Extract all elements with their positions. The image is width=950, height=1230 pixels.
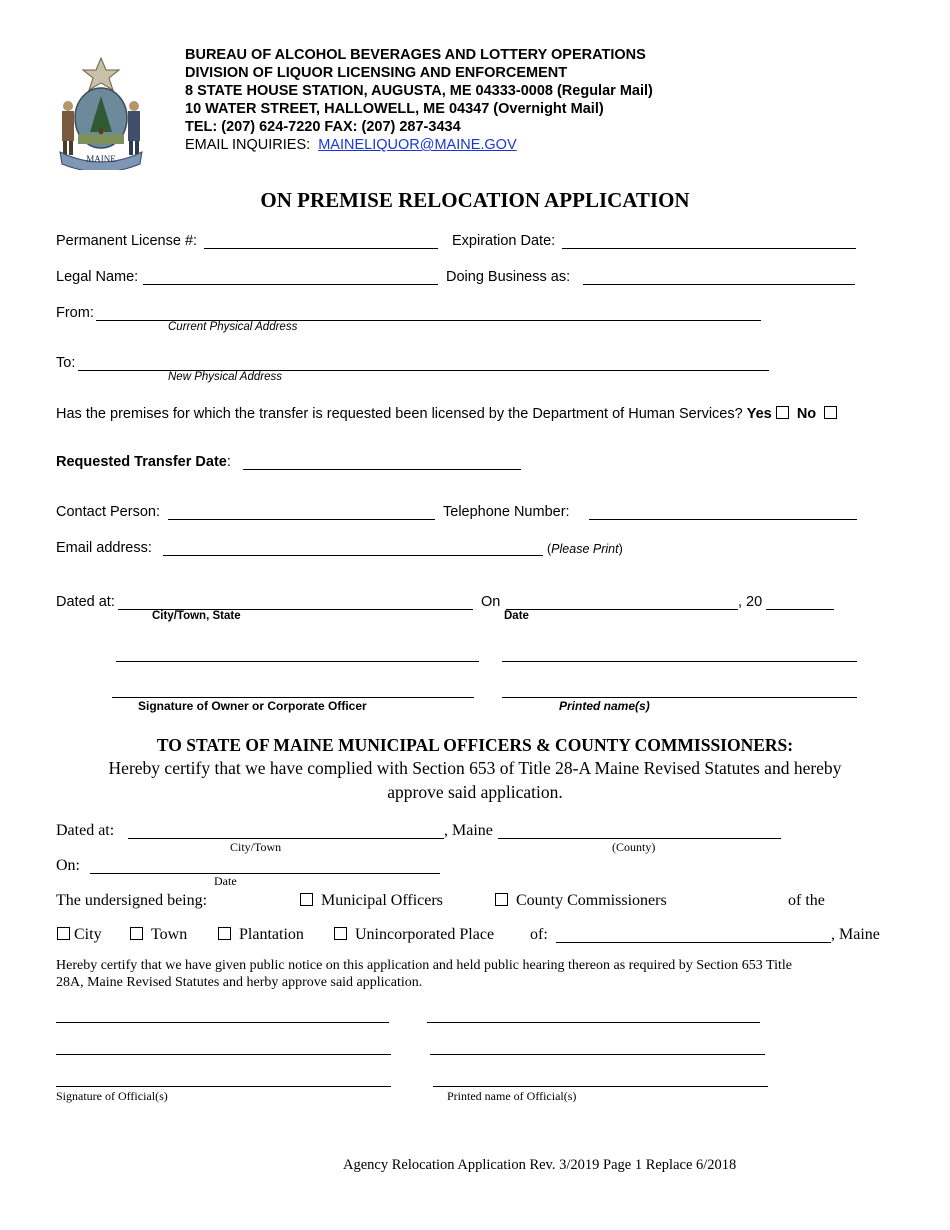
city-checkbox[interactable] (57, 927, 70, 940)
city-label: City (74, 926, 102, 943)
printed-name-line-1[interactable] (502, 661, 857, 662)
year-field[interactable] (766, 609, 834, 610)
expiration-field[interactable] (562, 248, 856, 249)
yes-label: Yes (746, 406, 772, 422)
municipal-county-field[interactable] (498, 838, 781, 839)
of-label: of: (530, 926, 548, 943)
unincorporated-checkbox[interactable] (334, 927, 347, 940)
city-town-caption: City/Town (230, 840, 282, 854)
municipal-officers-label: Municipal Officers (321, 892, 443, 909)
legal-name-label: Legal Name: (56, 269, 139, 285)
municipal-certify-line-2: approve said application. (387, 782, 563, 802)
no-label: No (796, 406, 817, 422)
municipal-on-label: On: (56, 857, 80, 874)
email-address-field[interactable] (163, 555, 543, 556)
official-signature-caption: Signature of Official(s) (56, 1089, 168, 1103)
plantation-checkbox[interactable] (218, 927, 231, 940)
municipal-officers-checkbox[interactable] (300, 893, 313, 906)
license-field[interactable] (204, 248, 438, 249)
municipal-date-caption: Date (214, 874, 237, 888)
unincorporated-label: Unincorporated Place (355, 926, 495, 943)
county-commissioners-checkbox[interactable] (495, 893, 508, 906)
page-title: ON PREMISE RELOCATION APPLICATION (260, 188, 690, 212)
city-option[interactable] (57, 926, 102, 944)
official-printed-line-2[interactable] (430, 1054, 765, 1055)
license-label: Permanent License #: (56, 233, 198, 249)
printed-name-line-2[interactable] (502, 697, 857, 698)
city-state-caption: City/Town, State (152, 610, 241, 622)
transfer-date-field[interactable] (243, 469, 521, 470)
contact-field[interactable] (168, 519, 435, 520)
town-label: Town (151, 926, 188, 943)
printed-names-caption: Printed name(s) (559, 699, 650, 713)
transfer-date-label: Requested Transfer Date (56, 454, 227, 470)
municipal-city-field[interactable] (128, 838, 444, 839)
official-printed-caption: Printed name of Official(s) (447, 1089, 577, 1103)
from-caption: Current Physical Address (168, 321, 298, 333)
county-commissioners-option[interactable] (495, 892, 667, 910)
email-address-label: Email address: (56, 540, 152, 556)
official-printed-line-3[interactable] (433, 1086, 768, 1087)
please-print: Please Print (551, 542, 619, 556)
phone-label: Telephone Number: (443, 504, 570, 520)
on-label: On (481, 594, 501, 610)
unincorporated-option[interactable] (334, 926, 494, 944)
division-name: DIVISION OF LIQUOR LICENSING AND ENFORCEMENT (185, 65, 568, 81)
phone-field[interactable] (589, 519, 857, 520)
notice-line-2: 28A, Maine Revised Statutes and herby approve said application. (56, 975, 423, 990)
undersigned-label: The undersigned being: (56, 892, 208, 909)
owner-signature-line-2[interactable] (112, 697, 474, 698)
county-commissioners-label: County Commissioners (516, 892, 667, 909)
to-caption: New Physical Address (168, 371, 282, 383)
municipality-name-field[interactable] (556, 942, 831, 943)
official-signature-line-3[interactable] (56, 1086, 391, 1087)
maine-state-seal (54, 56, 148, 170)
regular-mail-address: 8 STATE HOUSE STATION, AUGUSTA, ME 04333-0008 (Regular Mail) (185, 83, 653, 99)
municipal-maine-label: , Maine (444, 822, 493, 839)
notice-line-1: Hereby certify that we have given public notice on this application and held public hearing thereon as required by Section 653 Title (56, 958, 792, 973)
expiration-label: Expiration Date: (452, 233, 556, 249)
please-print-note (547, 542, 623, 556)
town-checkbox[interactable] (130, 927, 143, 940)
municipal-dated-at-label: Dated at: (56, 822, 115, 839)
year-prefix: , 20 (738, 594, 763, 610)
maine-suffix: , Maine (831, 926, 880, 943)
seal-motto: MAINE (86, 154, 116, 164)
yes-checkbox[interactable] (776, 406, 789, 419)
municipal-heading: TO STATE OF MAINE MUNICIPAL OFFICERS & COUNTY COMMISSIONERS: (156, 735, 794, 755)
owner-signature-caption: Signature of Owner or Corporate Officer (138, 699, 367, 713)
municipal-officers-option[interactable] (300, 892, 443, 910)
paren-close: ) (618, 542, 623, 556)
official-signature-line-2[interactable] (56, 1054, 391, 1055)
email-inquiries (185, 136, 517, 154)
plantation-option[interactable] (218, 926, 304, 944)
contact-label: Contact Person: (56, 504, 160, 520)
official-printed-line-1[interactable] (427, 1022, 760, 1023)
tel-fax: TEL: (207) 624-7220 FAX: (207) 287-3434 (185, 119, 461, 135)
no-checkbox[interactable] (824, 406, 837, 419)
email-link[interactable]: MAINELIQUOR@MAINE.GOV (318, 137, 517, 153)
date-caption: Date (504, 610, 529, 622)
plantation-label: Plantation (239, 926, 304, 943)
page-footer: Agency Relocation Application Rev. 3/2019 Page 1 Replace 6/2018 (343, 1157, 737, 1173)
to-label: To: (56, 355, 76, 371)
agency-name: BUREAU OF ALCOHOL BEVERAGES AND LOTTERY OPERATIONS (185, 47, 646, 63)
email-inquiries-label: EMAIL INQUIRIES: (185, 137, 311, 153)
official-signature-line-1[interactable] (56, 1022, 389, 1023)
municipal-on-date-field[interactable] (90, 873, 440, 874)
dba-label: Doing Business as: (446, 269, 571, 285)
on-date-field[interactable] (506, 609, 738, 610)
owner-signature-line-1[interactable] (116, 661, 479, 662)
legal-name-field[interactable] (143, 284, 438, 285)
transfer-date-label-row (56, 454, 231, 470)
paren-open: ( (547, 542, 552, 556)
municipal-certify-line-1: Hereby certify that we have complied with Section 653 of Title 28-A Maine Revised Statutes and hereby (108, 758, 842, 778)
from-label: From: (56, 305, 94, 321)
transfer-date-colon: : (226, 454, 231, 470)
dba-field[interactable] (583, 284, 855, 285)
dhs-question-row (56, 406, 837, 422)
town-option[interactable] (130, 926, 187, 944)
of-the-label: of the (788, 892, 825, 909)
county-caption: (County) (612, 840, 656, 854)
dated-at-label: Dated at: (56, 594, 115, 610)
dhs-question: Has the premises for which the transfer is requested been licensed by the Department of Human Services? (56, 406, 743, 422)
overnight-mail-address: 10 WATER STREET, HALLOWELL, ME 04347 (Overnight Mail) (185, 101, 604, 117)
